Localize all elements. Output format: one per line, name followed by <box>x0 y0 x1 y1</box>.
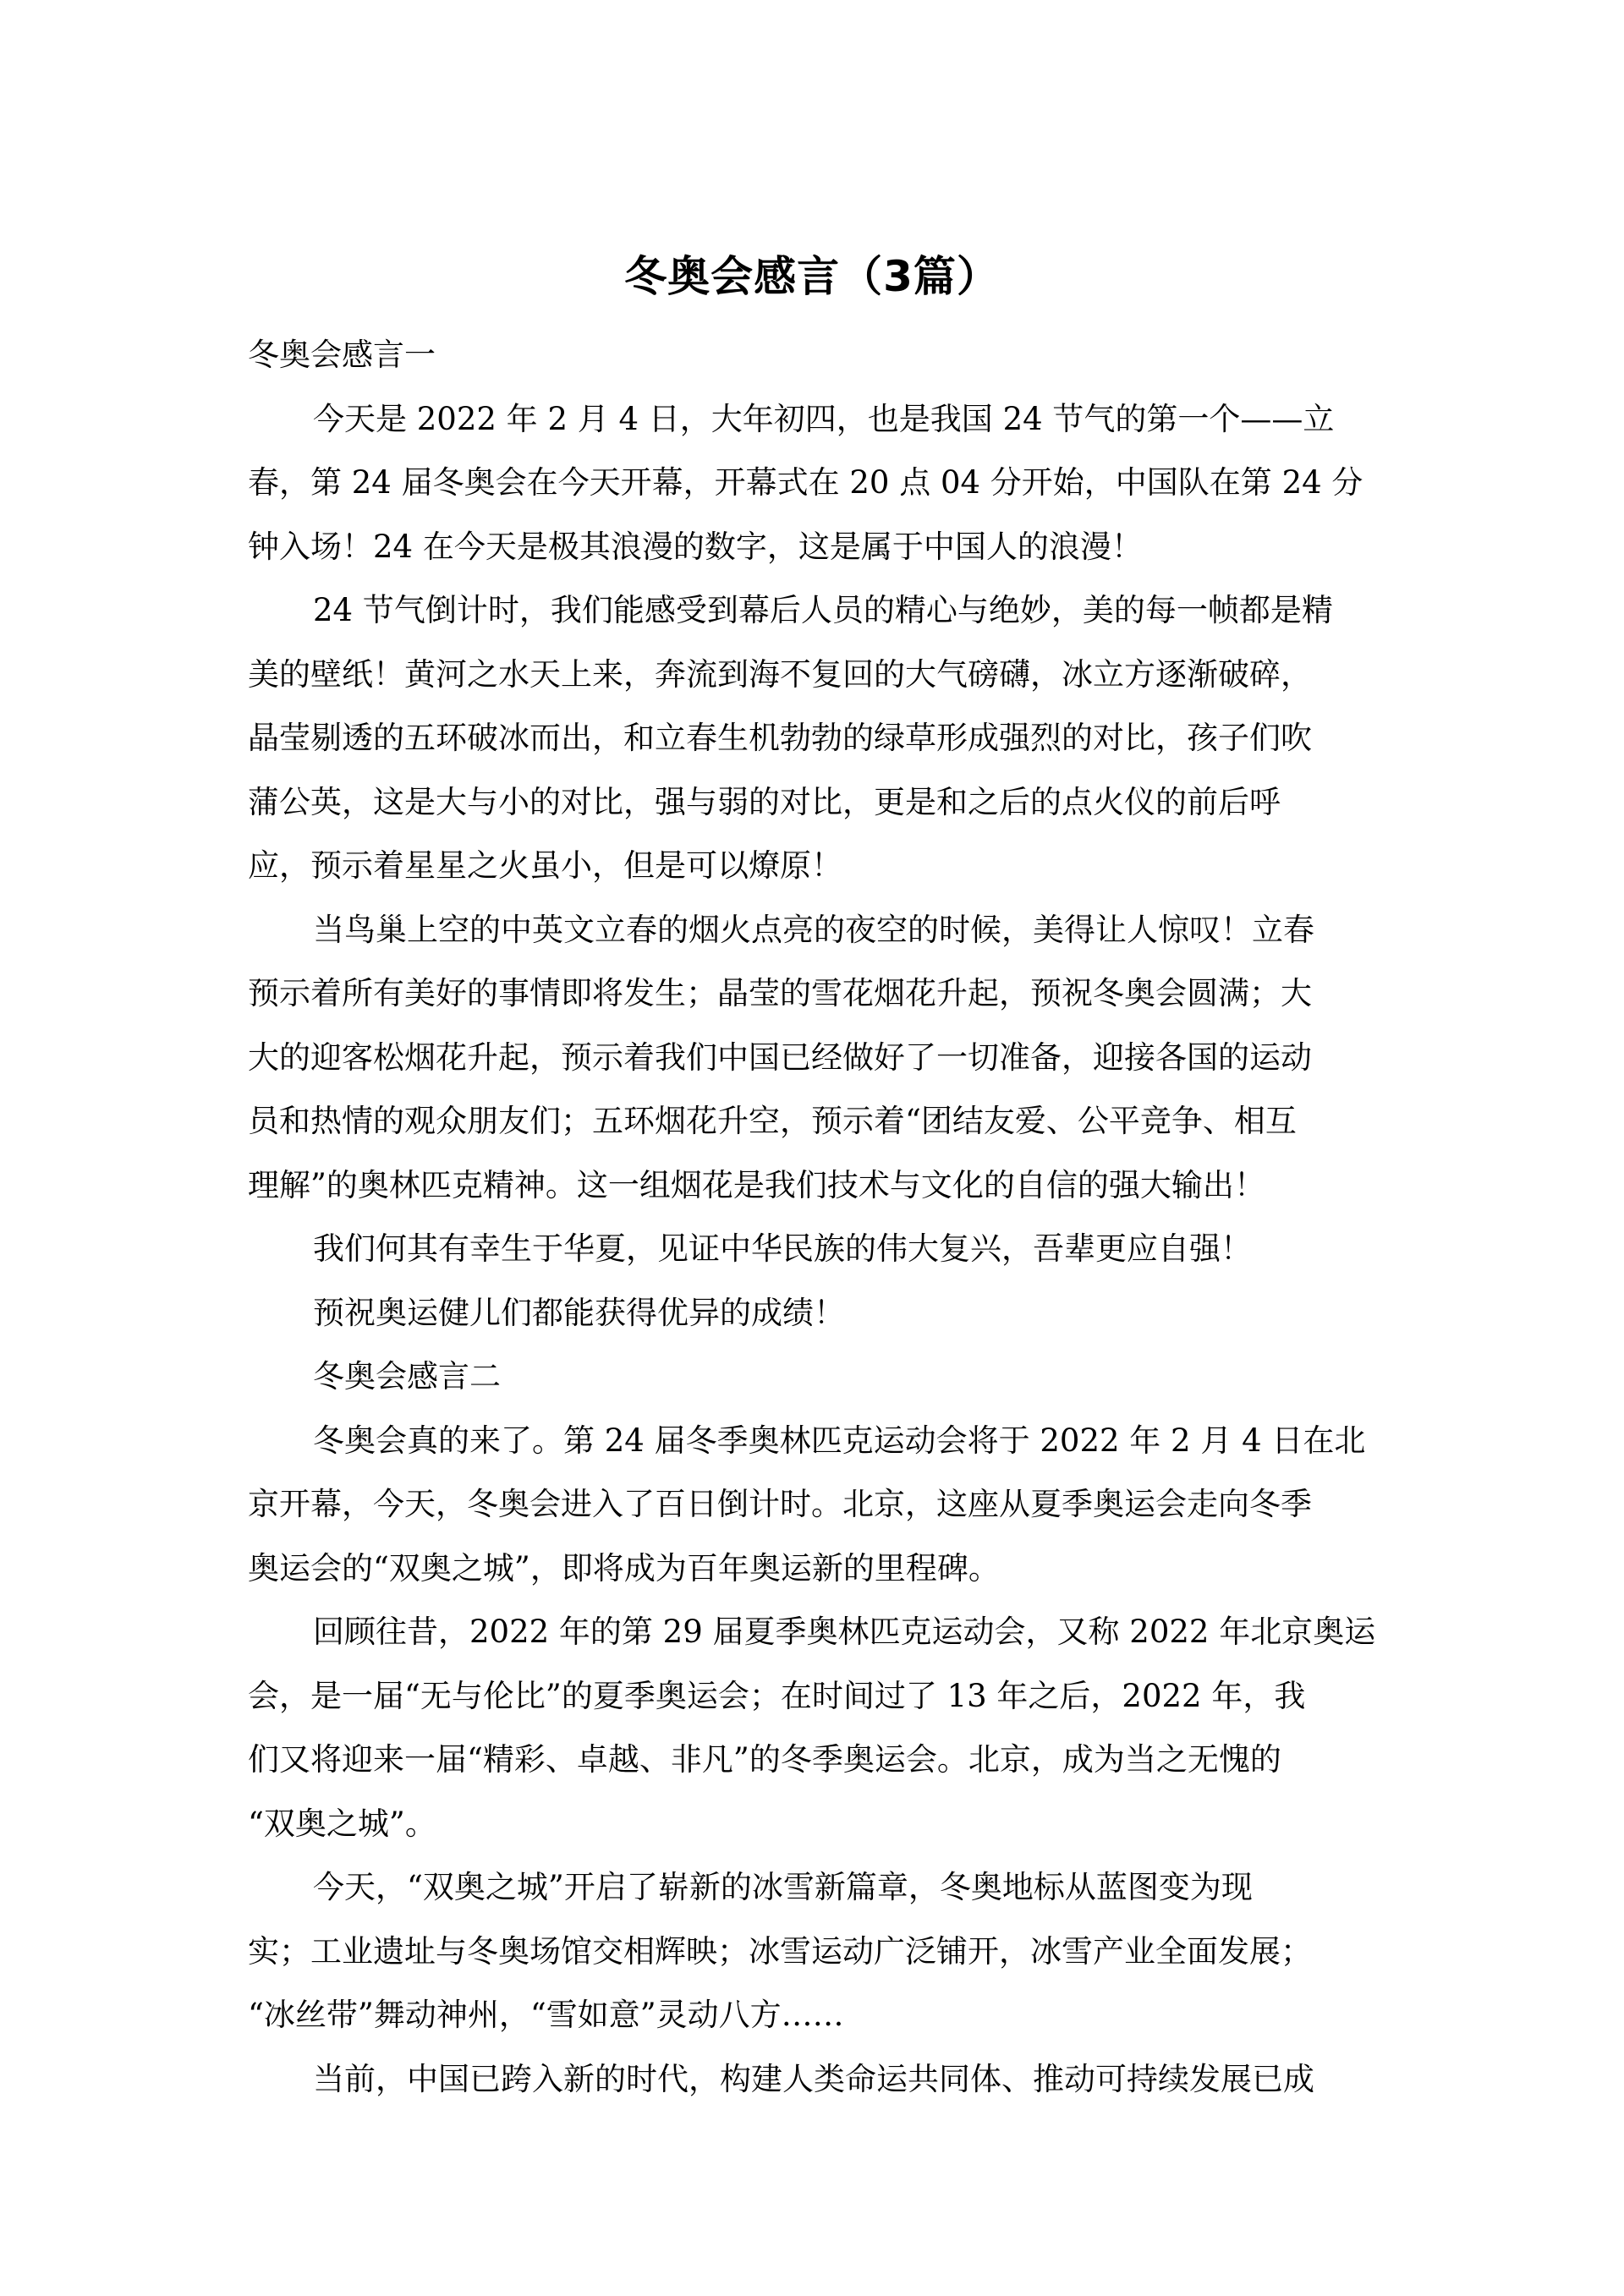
text-line: 预示着所有美好的事情即将发生；晶莹的雪花烟花升起，预祝冬奥会圆满；大 <box>248 975 1312 1011</box>
text-line: 们又将迎来一届“精彩、卓越、非凡”的冬季奥运会。北京，成为当之无愧的 <box>248 1741 1281 1778</box>
text-line: 钟入场！24 在今天是极其浪漫的数字，这是属于中国人的浪漫！ <box>248 528 1143 565</box>
text-line: 回顾往昔，2022 年的第 29 届夏季奥林匹克运动会，又称 2022 年北京奥运 <box>313 1614 1376 1650</box>
text-line: 预祝奥运健儿们都能获得优异的成绩！ <box>313 1294 845 1331</box>
text-line: 晶莹剔透的五环破冰而出，和立春生机勃勃的绿草形成强烈的对比，孩子们吹 <box>248 720 1312 756</box>
text-line: 今天，“双奥之城”开启了崭新的冰雪新篇章，冬奥地标从蓝图变为现 <box>313 1869 1253 1905</box>
text-line: 24 节气倒计时，我们能感受到幕后人员的精心与绝妙，美的每一帧都是精 <box>313 592 1333 628</box>
section-heading: 冬奥会感言一 <box>248 337 436 373</box>
text-line: 理解”的奥林匹克精神。这一组烟花是我们技术与文化的自信的强大输出！ <box>248 1166 1265 1203</box>
text-line: 应，预示着星星之火虽小，但是可以燎原！ <box>248 847 842 884</box>
text-line: 我们何其有幸生于华夏，见证中华民族的伟大复兴，吾辈更应自强！ <box>313 1230 1252 1267</box>
text-line: 当前，中国已跨入新的时代，构建人类命运共同体、推动可持续发展已成 <box>313 2060 1314 2097</box>
text-line: 京开幕，今天，冬奥会进入了百日倒计时。北京，这座从夏季奥运会走向冬季 <box>248 1486 1312 1522</box>
document-title: 冬奥会感言（3篇） <box>624 252 1000 301</box>
text-line: 冬奥会真的来了。第 24 届冬季奥林匹克运动会将于 2022 年 2 月 4 日在北 <box>313 1422 1366 1459</box>
text-line: 实；工业遗址与冬奥场馆交相辉映；冰雪运动广泛铺开，冰雪产业全面发展； <box>248 1932 1312 1970</box>
text-line: 大的迎客松烟花升起，预示着我们中国已经做好了一切准备，迎接各国的运动 <box>248 1038 1312 1076</box>
text-line: 当鸟巢上空的中英文立春的烟火点亮的夜空的时候，美得让人惊叹！立春 <box>313 911 1314 948</box>
text-line: 美的壁纸！黄河之水天上来，奔流到海不复回的大气磅礴，冰立方逐渐破碎， <box>248 655 1312 693</box>
text-line: 蒲公英，这是大与小的对比，强与弱的对比，更是和之后的点火仪的前后呼 <box>248 783 1281 820</box>
text-line: “双奥之城”。 <box>248 1805 436 1842</box>
text-line: 春，第 24 届冬奥会在今天开幕，开幕式在 20 点 04 分开始，中国队在第 24 分 <box>248 464 1363 501</box>
text-line: 员和热情的观众朋友们；五环烟花升空，预示着“团结友爱、公平竞争、相互 <box>248 1103 1297 1139</box>
text-line: 今天是 2022 年 2 月 4 日，大年初四，也是我国 24 节气的第一个——立 <box>313 400 1335 437</box>
text-line: 奥运会的“双奥之城”，即将成为百年奥运新的里程碑。 <box>248 1549 1000 1586</box>
text-line: “冰丝带”舞动神州，“雪如意”灵动八方…… <box>248 1997 844 2033</box>
text-line: 会，是一届“无与伦比”的夏季奥运会；在时间过了 13 年之后，2022 年，我 <box>248 1677 1306 1714</box>
section-heading: 冬奥会感言二 <box>313 1358 501 1395</box>
